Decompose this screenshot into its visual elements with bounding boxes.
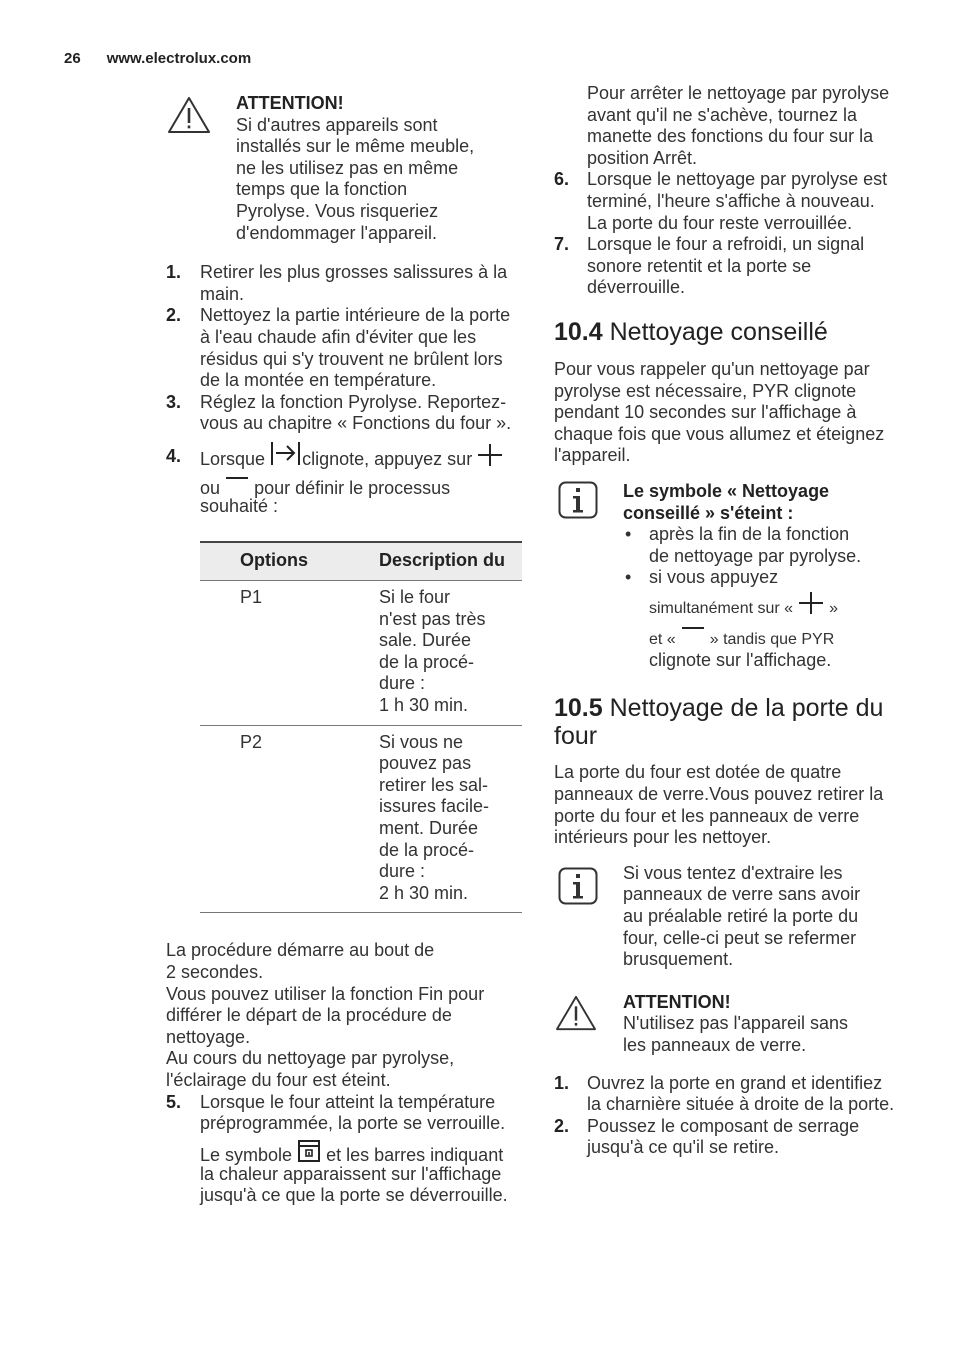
warning-box [166, 93, 528, 244]
text-line: Pour arrêter le nettoyage par pyrolyse [587, 83, 890, 103]
cell-line: 1 h 30 min. [379, 695, 469, 716]
cell-line: pouvez pas [379, 753, 472, 774]
warning-line: Pyrolyse. Vous risqueriez [236, 200, 439, 221]
table-row [200, 581, 522, 726]
step-number: 5. [166, 1091, 182, 1112]
steps-list [166, 262, 528, 517]
info-title-line: conseillé » s'éteint : [623, 502, 794, 523]
cell-line: retirer les sal- [379, 774, 489, 795]
text-line: manette des fonctions du four sur la [587, 126, 874, 147]
info-bullet-list [623, 524, 910, 671]
step-number: 7. [554, 234, 570, 255]
step-line: déverrouille. [587, 277, 686, 298]
text-line: 2 secondes. [166, 962, 264, 982]
page-header [64, 50, 251, 67]
section-number: 10.4 [554, 317, 603, 346]
warning-box [554, 992, 910, 1057]
text-line: nettoyage. [166, 1026, 251, 1047]
step-line: jusqu'à ce que la porte se déverrouille. [200, 1185, 508, 1206]
left-column [166, 93, 528, 1207]
info-box [554, 481, 910, 672]
info-icon [558, 867, 598, 905]
description-cell [369, 581, 522, 726]
warning-line: ne les utilisez pas en même [236, 157, 459, 178]
step-number: 2. [166, 305, 182, 326]
step-line: préprogrammée, la porte se verrouille. [200, 1113, 506, 1134]
cell-line: de la procé- [379, 651, 475, 672]
bullet-text: » [829, 599, 838, 617]
info-icon [558, 481, 598, 519]
text-line: La porte du four est dotée de quatre [554, 762, 842, 783]
section-paragraph [554, 359, 910, 467]
cell-line: n'est pas très [379, 608, 486, 629]
warning-line: Si d'autres appareils sont [236, 114, 438, 135]
step-line: Lorsque le four a refroidi, un signal [587, 234, 865, 255]
info-title-line: Le symbole « Nettoyage [623, 480, 830, 501]
bullet-text: et « [649, 630, 676, 648]
cell-line: Si le four [379, 587, 451, 608]
door-lock-icon [297, 1139, 321, 1163]
steps-list [166, 1092, 528, 1207]
info-line: four, celle-ci peut se refermer [623, 927, 857, 948]
bullet-line: • après la fin de la fonction [649, 524, 850, 545]
info-line: panneaux de verre sans avoir [623, 884, 861, 905]
section-heading-10-5 [554, 694, 910, 750]
text-line: Au cours du nettoyage par pyrolyse, [166, 1048, 455, 1069]
step-line: Réglez la fonction Pyrolyse. Reportez- [200, 391, 507, 412]
end-arrow-icon [270, 441, 302, 467]
option-cell: P1 [200, 581, 369, 726]
step-text: clignote, appuyez sur [302, 448, 473, 469]
cell-line: 2 h 30 min. [379, 882, 469, 903]
step-line: Lorsque le four atteint la température [200, 1091, 496, 1112]
section-number: 10.5 [554, 694, 603, 723]
column-header-options: Options [200, 542, 369, 581]
step-item [554, 1116, 910, 1159]
step-line: jusqu'à ce qu'il se retire. [587, 1137, 779, 1158]
step-number: 3. [166, 391, 182, 412]
text-line: chaque fois que vous allumez et éteignez [554, 423, 885, 444]
minus-icon [681, 624, 705, 638]
text-line: l'appareil. [554, 445, 631, 466]
step-item [554, 169, 910, 234]
bullet-text: » tandis que PYR [709, 630, 835, 648]
warning-line: temps que la fonction [236, 179, 408, 200]
info-line: Si vous tentez d'extraire les [623, 862, 843, 883]
info-line: au préalable retiré la porte du [623, 906, 859, 927]
text-line: différer le départ de la procédure de [166, 1005, 452, 1026]
website-url: www.electrolux.com [106, 50, 252, 67]
minus-icon [225, 474, 249, 488]
step-item [166, 262, 528, 305]
plus-icon [798, 591, 824, 615]
cell-line: de la procé- [379, 839, 475, 860]
bullet-line: de nettoyage par pyrolyse. [649, 545, 862, 566]
step-number: 2. [554, 1115, 570, 1136]
step-line: la chaleur apparaissent sur l'affichage [200, 1163, 502, 1184]
warning-line: installés sur le même meuble, [236, 136, 475, 157]
section-title: Nettoyage conseillé [609, 317, 828, 346]
list-item [623, 567, 910, 671]
plus-icon [477, 443, 503, 467]
cell-line: sale. Durée [379, 630, 472, 651]
info-box [554, 863, 910, 971]
text-line: pendant 10 secondes sur l'affichage à [554, 402, 857, 423]
step-text: Le symbole [200, 1144, 293, 1165]
warning-line: N'utilisez pas l'appareil sans [623, 1013, 848, 1034]
text-line: Pour vous rappeler qu'un nettoyage par [554, 358, 870, 379]
step-text: et les barres indiquant [326, 1144, 504, 1165]
description-cell [369, 725, 522, 913]
bullet-line: clignote sur l'affichage. [649, 649, 832, 670]
cell-line: ment. Durée [379, 818, 479, 839]
list-item [623, 524, 910, 567]
step-line: La porte du four reste verrouillée. [587, 212, 853, 233]
step-item [166, 305, 528, 391]
step-item [554, 1073, 910, 1116]
cell-line: dure : [379, 673, 426, 694]
cell-line: dure : [379, 861, 426, 882]
step-number: 1. [554, 1072, 570, 1093]
text-line: pyrolyse est nécessaire, PYR clignote [554, 380, 857, 401]
text-line: avant qu'il ne s'achève, tournez la [587, 104, 858, 125]
bullet-text: simultanément sur « [649, 599, 794, 617]
step-item [166, 1092, 528, 1207]
step-line: la charnière située à droite de la porte. [587, 1094, 895, 1115]
step-line: Retirer les plus grosses salissures à la [200, 262, 508, 283]
step-line: main. [200, 283, 245, 304]
step-line: à l'eau chaude afin d'éviter que les [200, 326, 477, 347]
text-line: position Arrêt. [587, 147, 698, 168]
step-line: de la montée en température. [200, 370, 437, 391]
warning-line: d'endommager l'appareil. [236, 222, 437, 243]
steps-list [554, 169, 910, 299]
step-line: Nettoyez la partie intérieure de la porte [200, 305, 511, 326]
step-line: Lorsque le nettoyage par pyrolyse est [587, 169, 888, 190]
warning-title: ATTENTION! [236, 93, 344, 113]
cell-line: Si vous ne [379, 731, 464, 752]
step-text: ou [200, 477, 221, 498]
step-line: terminé, l'heure s'affiche à nouveau. [587, 190, 875, 211]
section-paragraph [554, 762, 910, 848]
warning-triangle-icon [554, 994, 598, 1032]
step-text: Lorsque [200, 448, 266, 469]
step-line: résidus qui s'y trouvent ne brûlent lors [200, 348, 503, 369]
step-item [166, 392, 528, 435]
bullet-line [649, 591, 910, 624]
step-number: 1. [166, 262, 182, 283]
warning-title: ATTENTION! [623, 991, 731, 1012]
bullet-line: • si vous appuyez [649, 567, 779, 588]
warning-triangle-icon [166, 95, 212, 135]
step-item [554, 234, 910, 299]
step-text: pour définir le processus [254, 477, 451, 498]
step-line: Poussez le composant de serrage [587, 1115, 860, 1136]
text-line: panneaux de verre.Vous pouvez retirer la [554, 784, 884, 805]
step-line: Ouvrez la porte en grand et identifiez [587, 1072, 883, 1093]
procedure-paragraph [166, 940, 528, 1091]
continued-step-text [554, 83, 910, 169]
options-table [200, 541, 522, 914]
step-number: 6. [554, 169, 570, 190]
option-cell: P2 [200, 725, 369, 913]
warning-line: les panneaux de verre. [623, 1035, 807, 1055]
info-line: brusquement. [623, 949, 734, 970]
step-item [166, 441, 528, 518]
step-number: 4. [166, 445, 182, 466]
right-column [554, 83, 910, 1159]
step-line [200, 441, 528, 474]
step-line: souhaité : [200, 495, 279, 516]
warning-text [236, 115, 528, 245]
text-line: l'éclairage du four est éteint. [166, 1069, 391, 1090]
text-line: intérieurs pour les nettoyer. [554, 827, 772, 848]
text-line: La procédure démarre au bout de [166, 940, 435, 961]
text-line: Vous pouvez utiliser la fonction Fin pour [166, 983, 485, 1004]
section-title: Nettoyage de la porte du [609, 694, 884, 723]
steps-list [554, 1073, 910, 1159]
step-line: vous au chapitre « Fonctions du four ». [200, 413, 512, 434]
column-header-description: Description du [369, 542, 522, 581]
step-line: sonore retentit et la porte se [587, 255, 812, 276]
table-header-row [200, 542, 522, 581]
text-line: porte du four et les panneaux de verre [554, 805, 860, 826]
section-title: four [554, 722, 598, 751]
section-heading-10-4 [554, 318, 910, 346]
table-row [200, 725, 522, 913]
cell-line: issures facile- [379, 796, 490, 817]
page-number: 26 [64, 50, 81, 67]
